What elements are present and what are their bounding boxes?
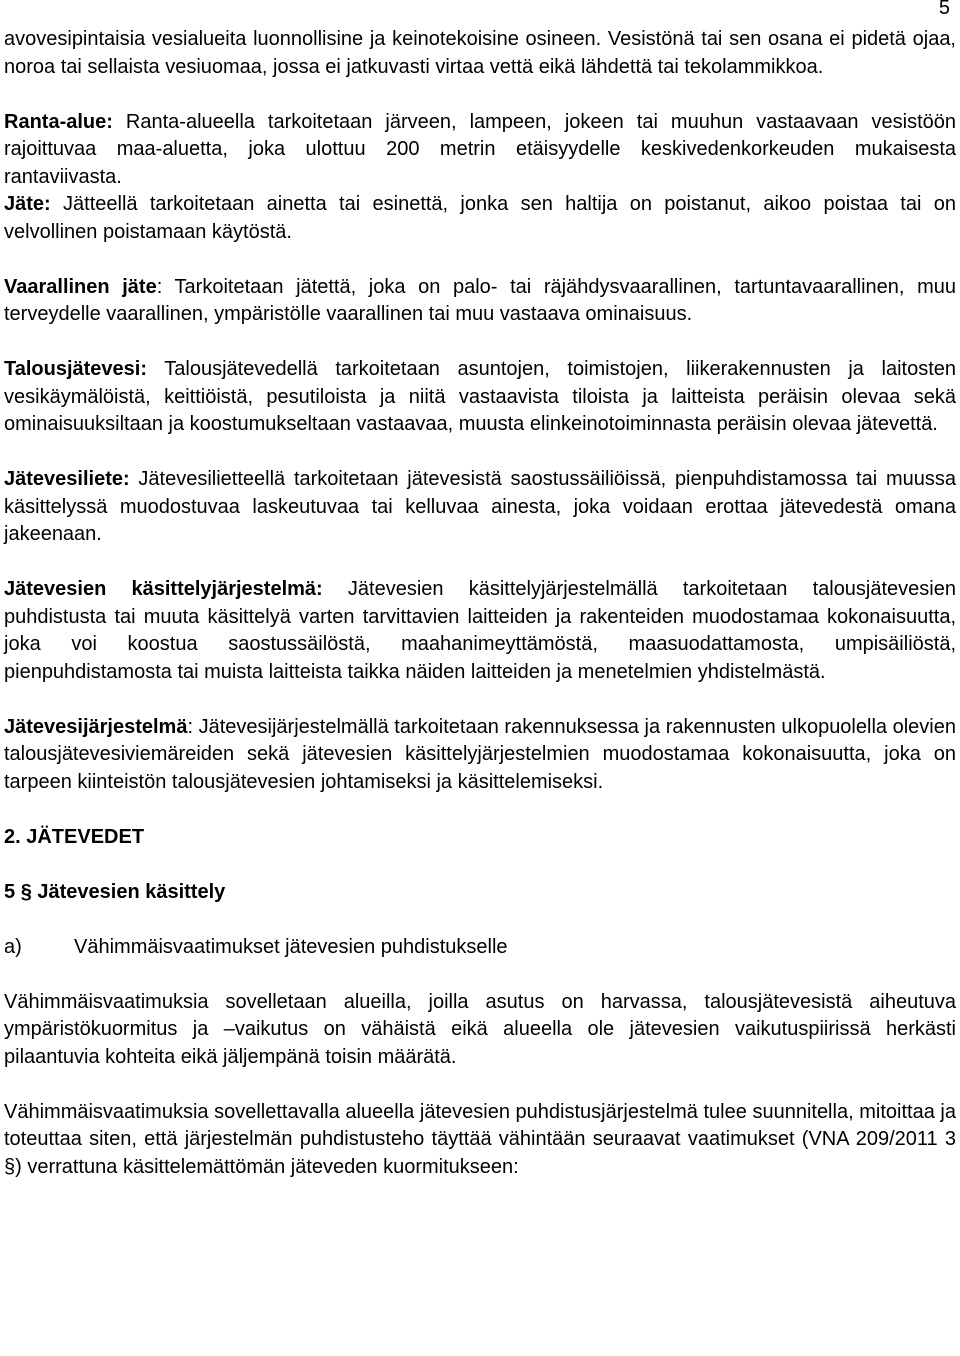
definition-term: Talousjätevesi: [4, 358, 148, 380]
item-a [4, 934, 956, 962]
definition-text: Jätevesien käsittelyjärjestelmällä tarkoitetaan talousjätevesien puhdistusta tai muuta käsittelyä varten tarvittavien laitteiden ja rakenteiden muodostamaa kokonaisuutta, joka voi koostua saostussäilöstä, maahanimeyttämöstä, maasuodattamosta, umpisäiliöstä, pienpuhdistamosta tai muista laitteista taikka näiden laitteiden ja menetelmien yhdistelmästä. [4, 578, 956, 683]
paragraph-2: Vähimmäisvaatimuksia sovellettavalla alueella jätevesien puhdistusjärjestelmä tulee suunnitella, mitoittaa ja toteuttaa siten, että järjestelmän puhdistusteho täyttää vähintään seuraavat vaatimukset (VNA 209/2011 3 §) verrattuna käsittelemättömän jäteveden kuormitukseen: [4, 1100, 956, 1178]
definition-text: Ranta-alueella tarkoitetaan järveen, lampeen, jokeen tai muuhun vastaavaan vesistöön rajoittuvaa maa-aluetta, joka ulottuu 200 metrin etäisyydelle keskivedenkorkeuden mukaisesta rantaviivasta. [4, 110, 956, 188]
item-a-label: a) [4, 935, 22, 958]
definition-term: Jäte: [4, 193, 51, 215]
subsection-heading [4, 879, 956, 907]
definition-term: Jätevesien käsittelyjärjestelmä: [4, 578, 323, 600]
paragraph-1: Vähimmäisvaatimuksia sovelletaan alueilla, joilla asutus on harvassa, talousjätevesistä aiheutuva ympäristökuormitus ja –vaikutus on vähäistä eikä alueella ole jätevesien vaikutuspiirissä herkästi pilaantuvia kohteita eikä jäljempänä toisin määrätä. [4, 990, 956, 1068]
definition-jatevesijarjestelma [4, 714, 956, 797]
section-heading: 2. JÄTEVEDET [4, 825, 145, 848]
item-a-text: Vähimmäisvaatimukset jätevesien puhdistukselle [74, 935, 508, 958]
definition-term: Jätevesijärjestelmä [4, 715, 188, 738]
page-number: 5 [938, 0, 950, 19]
definition-text: Jätevesilietteellä tarkoitetaan jätevesistä saostussäiliöissä, pienpuhdistamossa tai muussa käsittelyssä muodostuvaa laskeutuvaa tai kelluvaa ainesta, joka voidaan erottaa jätevedestä omana jakeenaan. [4, 468, 956, 545]
definition-kasittelyjarjestelma [4, 576, 956, 686]
definition-term: Jätevesiliete: [4, 468, 130, 490]
document-body [4, 26, 956, 1181]
definition-term: Vaarallinen jäte [4, 275, 157, 298]
intro-paragraph: avovesipintaisia vesialueita luonnollisine ja keinotekoisine osineen. Vesistönä tai sen osana ei pidetä ojaa, noroa tai sellaista vesiuomaa, jossa ei jatkuvasti virtaa vettä eikä lähdettä tai tekolammikkoa. [4, 28, 956, 78]
definition-text: Jätteellä tarkoitetaan ainetta tai esinettä, jonka sen haltija on poistanut, aikoo poistaa tai on velvollinen poistamaan käytöstä. [4, 193, 956, 243]
definition-jatevesiliete [4, 466, 956, 549]
definition-talousjatevesi [4, 356, 956, 439]
definition-text: Talousjätevedellä tarkoitetaan asuntojen, toimistojen, liikerakennusten ja laitosten vesikäymälöistä, keittiöistä, pesutiloista ja niitä vastaavista tiloista ja laitteista peräisin olevaa sekä ominaisuuksiltaan ja koostumukseltaan vastaavaa, muusta elinkeinotoiminnasta peräisin olevaa jätevettä. [4, 358, 956, 435]
section-sign: § [20, 880, 32, 903]
definition-term: Ranta-alue: [4, 110, 113, 133]
subsection-number: 5 [4, 880, 16, 903]
definition-vaarallinen-jate [4, 274, 956, 329]
definition-text: : Tarkoitetaan jätettä, joka on palo- tai räjähdysvaarallinen, tartuntavaarallinen, muu terveydelle vaarallinen, ympäristölle vaarallinen tai muu vastaava ominaisuus. [4, 275, 957, 325]
definition-ranta-alue [4, 109, 956, 192]
subsection-title: Jätevesien käsittely [31, 880, 226, 903]
definition-jate [4, 191, 956, 246]
definition-text: : Jätevesijärjestelmällä tarkoitetaan rakennuksessa ja rakennusten ulkopuolella olevien talousjätevesiviemäreiden sekä jätevesien käsittelyjärjestelmien muodostamaa kokonaisuutta, joka on tarpeen kiinteistön talousjätevesien johtamiseksi ja käsittelemiseksi. [4, 715, 956, 793]
